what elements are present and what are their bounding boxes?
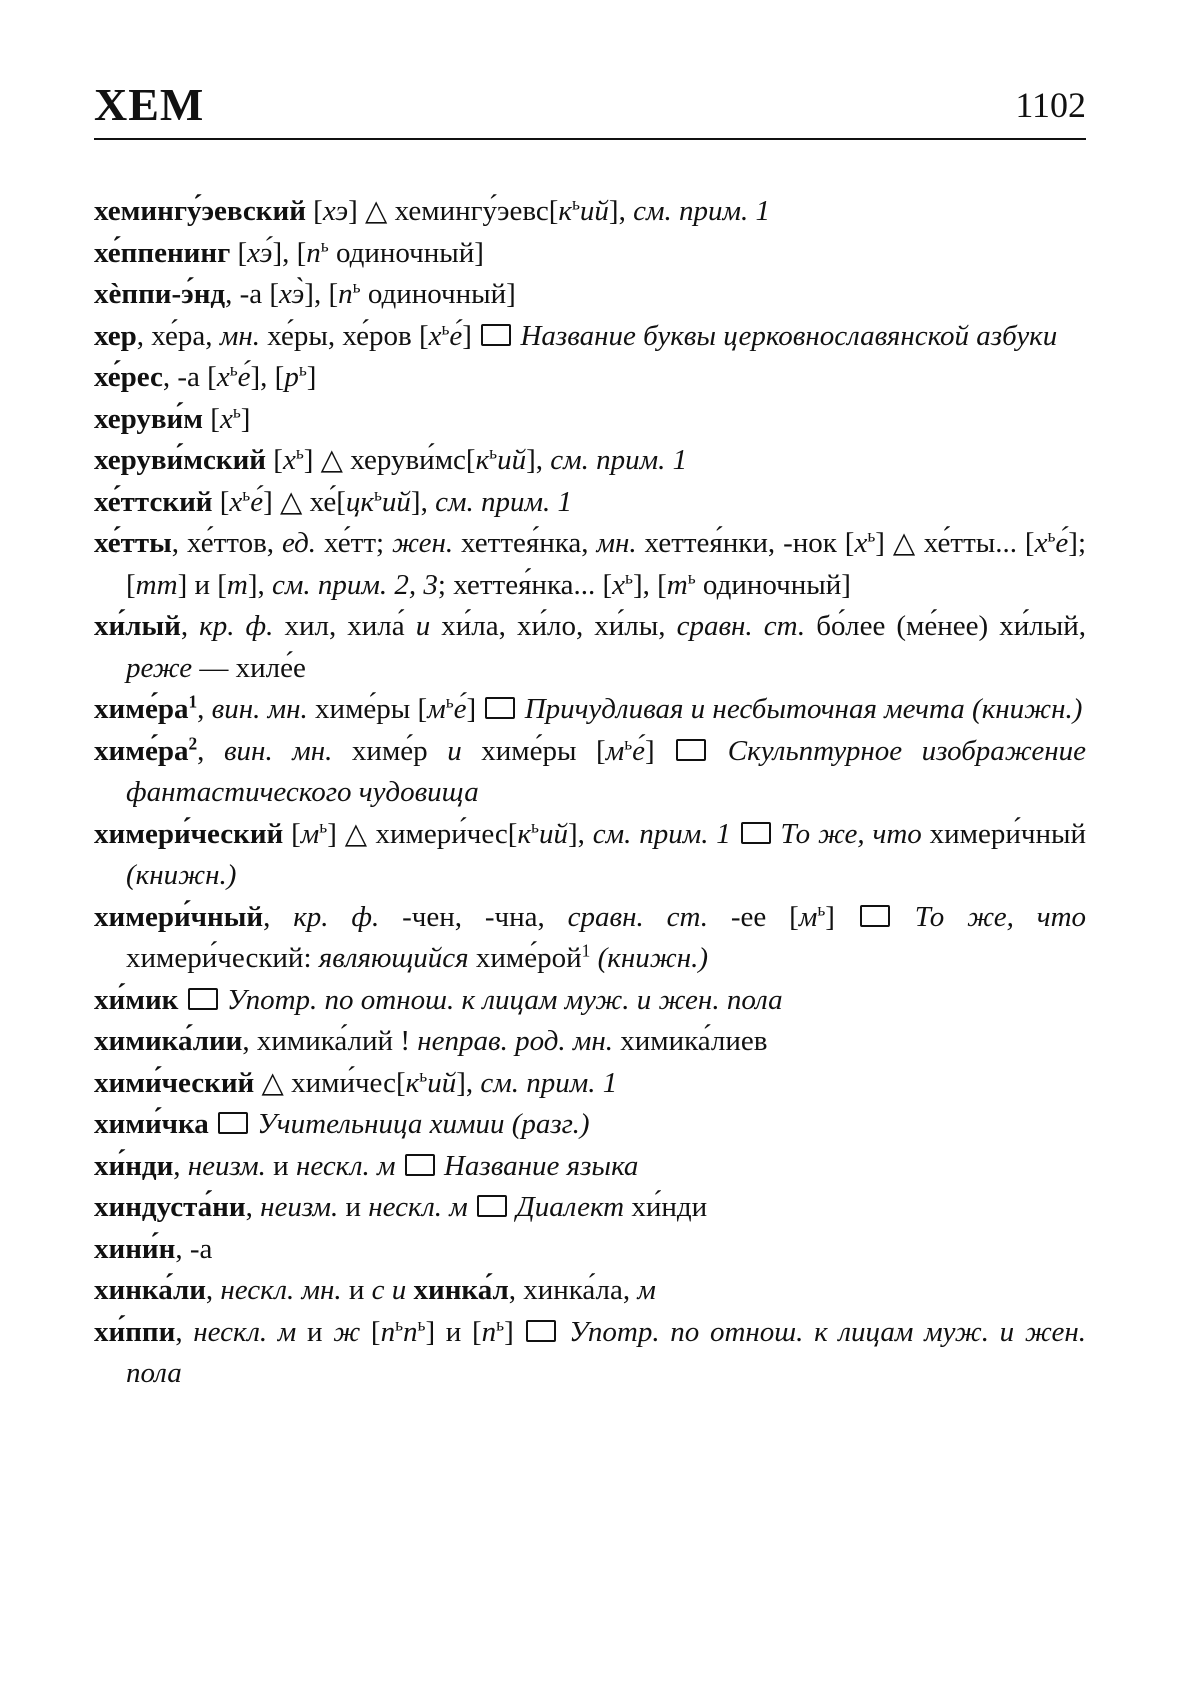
entry-text — [178, 984, 185, 1016]
entry-text: , — [245, 1191, 261, 1223]
italic-note: (книжн.) — [126, 859, 237, 891]
italic-note: е́ — [453, 693, 467, 725]
headword: хе́рес — [94, 361, 163, 393]
dictionary-entry — [94, 523, 1086, 606]
entry-text: ], — [567, 817, 593, 850]
superscript: ь — [817, 898, 826, 919]
italic-note: п — [481, 1315, 497, 1348]
italic-note: е́ — [449, 319, 463, 352]
entry-text: химе́рой — [468, 942, 582, 974]
italic-note: ед. — [281, 527, 317, 559]
superscript: ь — [496, 1313, 505, 1334]
headword: хе́ппенинг — [94, 236, 231, 269]
italic-note: нескл. м — [295, 1149, 396, 1182]
headword: химе́ра — [94, 734, 189, 767]
italic-note: вин. мн. — [223, 734, 333, 767]
dictionary-entry — [94, 399, 1086, 441]
dictionary-entry — [94, 1146, 1086, 1188]
italic-note: цк — [345, 485, 374, 518]
headword: хи́лый — [94, 610, 181, 642]
dictionary-entry — [94, 980, 1086, 1022]
entry-text: ] — [240, 402, 251, 435]
entry-text: ] △ хемингу́эевс[ — [348, 195, 559, 227]
superscript: ь — [687, 566, 696, 587]
italic-note: х — [1034, 527, 1048, 559]
entry-text: хи́нди — [624, 1191, 708, 1223]
italic-note: хэ̀ — [279, 278, 305, 310]
italic-note: м — [300, 817, 320, 850]
entry-text: одиночный] — [360, 278, 516, 310]
italic-note: хэ — [322, 195, 349, 227]
italic-note: ий — [427, 1066, 457, 1099]
italic-note: нескл. м — [368, 1191, 468, 1223]
entry-text: ] — [504, 1315, 525, 1348]
dictionary-entry — [94, 689, 1086, 731]
entry-text: ] △ хе́тты... [ — [875, 527, 1035, 559]
entry-text: химе́ры [ — [307, 693, 428, 725]
italic-note: неизм. — [187, 1149, 266, 1182]
italic-note: ий — [381, 485, 411, 518]
headword: химика́лии — [94, 1025, 243, 1057]
entry-text: и — [265, 1149, 296, 1182]
definition-box-icon — [405, 1154, 435, 1176]
superscript: ь — [489, 442, 498, 463]
italic-note: к — [517, 817, 532, 850]
headword: химери́ческий — [94, 817, 284, 850]
dictionary-entry — [94, 897, 1086, 980]
dictionary-entry — [94, 233, 1086, 275]
headword: хими́ческий — [94, 1066, 255, 1099]
entry-text: [ — [230, 236, 248, 269]
italic-note: Причудливая и несбыточная мечта (книжн.) — [517, 693, 1083, 725]
entry-text: одиночный] — [695, 568, 851, 601]
headword: химе́ра — [94, 693, 189, 725]
entry-text: ] и [ — [177, 568, 227, 601]
entry-text: [ — [212, 485, 230, 518]
entry-text: △ хими́чес[ — [254, 1066, 406, 1099]
entry-text: хеттея́нка, — [453, 527, 597, 559]
superscript: 2 — [188, 732, 198, 753]
dictionary-entry — [94, 1229, 1086, 1271]
italic-note: вин. мн. — [211, 693, 308, 725]
superscript: ь — [624, 732, 633, 753]
superscript: ь — [1047, 525, 1056, 546]
italic-note: кр. ф. — [199, 610, 274, 642]
superscript: 1 — [581, 940, 591, 961]
entry-text: ], — [526, 444, 551, 476]
entry-text: , хе́ра, — [136, 319, 220, 352]
italic-note: мн. — [596, 527, 637, 559]
italic-note: см. прим. 1 — [435, 485, 572, 518]
italic-note: п — [338, 278, 353, 310]
definition-box-icon — [481, 324, 511, 346]
italic-note: и — [415, 610, 431, 642]
entry-list — [94, 191, 1086, 1395]
definition-box-icon — [218, 1112, 248, 1134]
entry-text: хеттея́нки, -нок [ — [636, 527, 855, 559]
entry-text: , -а [ — [162, 361, 217, 393]
italic-note: ий — [538, 817, 568, 850]
headword: хи́ппи — [94, 1315, 176, 1348]
italic-note: к — [405, 1066, 420, 1099]
italic-note: Скульптурное изображение фантастического чудовища — [126, 734, 1087, 808]
dictionary-entry — [94, 274, 1086, 316]
entry-text: , хе́ттов, — [171, 527, 282, 559]
entry-text: и — [341, 1274, 372, 1306]
italic-note: м — [798, 900, 818, 933]
italic-note: х — [216, 361, 230, 393]
italic-note: см. прим. 1 — [592, 817, 731, 850]
italic-note: мн. — [219, 319, 260, 352]
superscript: ь — [867, 525, 876, 546]
italic-note: х — [229, 485, 243, 518]
headword: херуви́м — [94, 402, 204, 435]
italic-note: жен. — [391, 527, 454, 559]
entry-text: ] △ херуви́мс[ — [303, 444, 476, 476]
headword: хи́нди — [94, 1149, 174, 1182]
entry-text: , — [205, 1274, 221, 1306]
entry-text: , — [197, 693, 212, 725]
italic-note: е́ — [1055, 527, 1069, 559]
entry-text: химе́р — [332, 734, 448, 767]
headword: хинка́л — [413, 1274, 509, 1306]
entry-text: ], [ — [304, 278, 339, 310]
italic-note: х — [612, 568, 626, 601]
italic-note: являющийся — [318, 942, 469, 974]
italic-note: То же, что — [772, 817, 922, 850]
italic-note: п — [403, 1315, 418, 1348]
entry-text: -ее [ — [708, 900, 799, 933]
entry-text: и — [296, 1315, 334, 1348]
entry-text: ] — [462, 319, 480, 352]
entry-text: хе́тт; — [316, 527, 392, 559]
entry-text: хил, хила́ — [273, 610, 416, 642]
italic-note: нескл. мн. — [220, 1274, 342, 1306]
italic-note: к — [475, 444, 490, 476]
italic-note: к — [558, 195, 572, 227]
italic-note: см. прим. 1 — [550, 444, 688, 476]
italic-note: Употр. по отнош. к лицам муж. и жен. пола — [126, 1315, 1086, 1389]
entry-text: ], [ — [632, 568, 667, 601]
superscript: ь — [319, 815, 328, 836]
dictionary-entry — [94, 731, 1086, 814]
italic-note: ий — [497, 444, 527, 476]
headword: хе́ттский — [94, 485, 213, 518]
italic-note: м — [637, 1274, 656, 1306]
entry-text: бо́лее (ме́нее) хи́лый, — [805, 610, 1087, 642]
definition-box-icon — [477, 1195, 507, 1217]
italic-note: ий — [579, 195, 609, 227]
italic-note: хэ́ — [247, 236, 273, 269]
superscript: ь — [419, 1064, 428, 1085]
italic-note: р — [284, 361, 299, 393]
dictionary-entry — [94, 814, 1086, 897]
superscript: ь — [242, 483, 251, 504]
entry-text: ] — [466, 693, 484, 725]
italic-note: тт — [135, 568, 178, 601]
headword: хѐппи-э́нд — [94, 278, 226, 310]
entry-text: [ — [305, 195, 323, 227]
definition-box-icon — [741, 822, 771, 844]
entry-text: ] и [ — [425, 1315, 482, 1348]
running-head: ХЕМ — [94, 79, 205, 130]
entry-text — [406, 1274, 413, 1306]
entry-text: ] — [306, 361, 317, 393]
dictionary-entry — [94, 357, 1086, 399]
entry-text: , — [180, 610, 200, 642]
italic-note: (книжн.) — [590, 942, 708, 974]
superscript: 1 — [188, 691, 198, 712]
page-number: 1102 — [1015, 85, 1086, 125]
headword: хе́тты — [94, 527, 172, 559]
entry-text: химери́чный — [921, 817, 1086, 850]
italic-note: сравн. ст. — [676, 610, 806, 642]
superscript: ь — [531, 815, 539, 836]
italic-note: х — [219, 402, 233, 435]
entry-text: , химика́лий ! — [242, 1025, 418, 1057]
italic-note: и — [447, 734, 462, 767]
entry-text: , -а — [175, 1232, 213, 1265]
italic-note: реже — [126, 651, 193, 684]
superscript: ь — [298, 359, 307, 380]
headword: хини́н — [94, 1232, 176, 1265]
superscript: ь — [295, 442, 304, 463]
entry-text: ], — [247, 568, 273, 601]
italic-note: неизм. — [260, 1191, 339, 1223]
entry-text: химери́ческий: — [126, 942, 319, 974]
entry-text: ]; [ — [126, 527, 1086, 601]
entry-text: ], — [410, 485, 436, 518]
entry-text: [ — [203, 402, 220, 435]
superscript: ь — [441, 317, 450, 338]
definition-box-icon — [188, 988, 218, 1010]
superscript: ь — [571, 193, 580, 214]
entry-text: хи́ла, хи́ло, хи́лы, — [430, 610, 677, 642]
entry-text: ], [ — [272, 236, 307, 269]
italic-note: м — [605, 734, 625, 767]
dictionary-entry — [94, 440, 1086, 482]
entry-text: химе́ры [ — [461, 734, 606, 767]
italic-note: ж — [333, 1315, 361, 1348]
superscript: ь — [445, 691, 454, 712]
entry-text: , — [173, 1149, 188, 1182]
italic-note: см. прим. 1 — [480, 1066, 618, 1099]
italic-note: х — [428, 319, 442, 352]
italic-note: см. прим. 1 — [633, 195, 770, 227]
entry-text: -чен, -чна, — [379, 900, 568, 933]
dictionary-entry — [94, 1104, 1086, 1146]
superscript: ь — [625, 566, 633, 587]
entry-text: ; хеттея́нка... [ — [437, 568, 613, 601]
headword: хинка́ли — [94, 1274, 206, 1306]
italic-note: е́ — [237, 361, 251, 393]
headword: хи́мик — [94, 983, 179, 1016]
superscript: ь — [352, 276, 361, 297]
entry-text: ], [ — [250, 361, 285, 393]
italic-note: нескл. м — [193, 1315, 297, 1348]
superscript: ь — [232, 400, 241, 421]
entry-text: ] △ химери́чес[ — [327, 817, 518, 850]
header-rule — [94, 138, 1086, 140]
entry-text — [731, 818, 739, 850]
headword: хими́чка — [94, 1108, 209, 1140]
entry-text: , хинка́ла, — [508, 1274, 638, 1306]
italic-note: с и — [371, 1274, 407, 1306]
dictionary-entry — [94, 1312, 1086, 1395]
dictionary-entry — [94, 191, 1086, 233]
entry-text: — хиле́е — [192, 651, 306, 684]
italic-note: е́ — [250, 485, 264, 518]
definition-box-icon — [676, 739, 706, 761]
superscript: ь — [320, 234, 329, 255]
headword: хемингу́эевский — [94, 195, 306, 227]
page-header — [94, 78, 1086, 140]
dictionary-entry — [94, 606, 1086, 689]
italic-note: м — [427, 693, 446, 725]
italic-note: п — [306, 236, 321, 269]
headword: херуви́мский — [94, 444, 267, 476]
superscript: ь — [229, 359, 238, 380]
superscript: ь — [373, 483, 382, 504]
headword: хер — [94, 319, 137, 352]
italic-note: х — [854, 527, 868, 559]
entry-text: [ — [266, 444, 283, 476]
entry-text: [ — [360, 1315, 381, 1348]
entry-text: , -а [ — [225, 278, 280, 310]
superscript: ь — [417, 1313, 426, 1334]
headword: хиндуста́ни — [94, 1191, 246, 1223]
headword: химери́чный — [94, 900, 264, 933]
entry-text — [468, 1191, 475, 1223]
entry-text: , — [175, 1315, 194, 1348]
italic-note: п — [380, 1315, 396, 1348]
entry-text: , — [263, 900, 294, 933]
entry-text — [395, 1150, 402, 1182]
italic-note: Название языка — [436, 1149, 639, 1182]
entry-text: хе́ры, хе́ров [ — [259, 319, 429, 352]
entry-text: ], — [456, 1066, 481, 1099]
italic-note: сравн. ст. — [567, 900, 709, 933]
entry-text: одиночный] — [328, 236, 484, 269]
definition-box-icon — [526, 1320, 556, 1342]
italic-note: т — [666, 568, 688, 601]
italic-note: см. прим. 2, 3 — [272, 568, 438, 601]
italic-note: Диалект — [509, 1191, 625, 1223]
italic-note: неправ. род. мн. — [417, 1025, 614, 1057]
dictionary-entry — [94, 1063, 1086, 1105]
italic-note: е́ — [632, 734, 646, 767]
italic-note: То же, что — [891, 900, 1087, 933]
entry-text: [ — [283, 817, 301, 850]
dictionary-entry — [94, 1021, 1086, 1063]
entry-text — [209, 1108, 216, 1140]
entry-text: химика́лиев — [613, 1025, 768, 1057]
italic-note: кр. ф. — [293, 900, 380, 933]
dictionary-entry — [94, 1187, 1086, 1229]
italic-note: Название буквы церковнославянской азбуки — [513, 319, 1058, 352]
italic-note: х — [282, 444, 296, 476]
entry-text: ], — [608, 195, 634, 227]
italic-note: Учительница химии (разг.) — [250, 1108, 590, 1140]
italic-note: Употр. по отнош. к лицам муж. и жен. пола — [219, 983, 783, 1016]
entry-text: , — [197, 734, 224, 767]
dictionary-entry — [94, 1270, 1086, 1312]
superscript: ь — [395, 1313, 403, 1334]
dictionary-entry — [94, 482, 1086, 524]
entry-text: ] — [645, 734, 675, 767]
entry-text: и — [338, 1191, 369, 1223]
definition-box-icon — [860, 905, 890, 927]
italic-note: т — [226, 568, 248, 601]
entry-text: ] — [825, 900, 858, 933]
definition-box-icon — [485, 697, 515, 719]
dictionary-entry — [94, 316, 1086, 358]
entry-text: ] △ хе́[ — [263, 485, 346, 518]
